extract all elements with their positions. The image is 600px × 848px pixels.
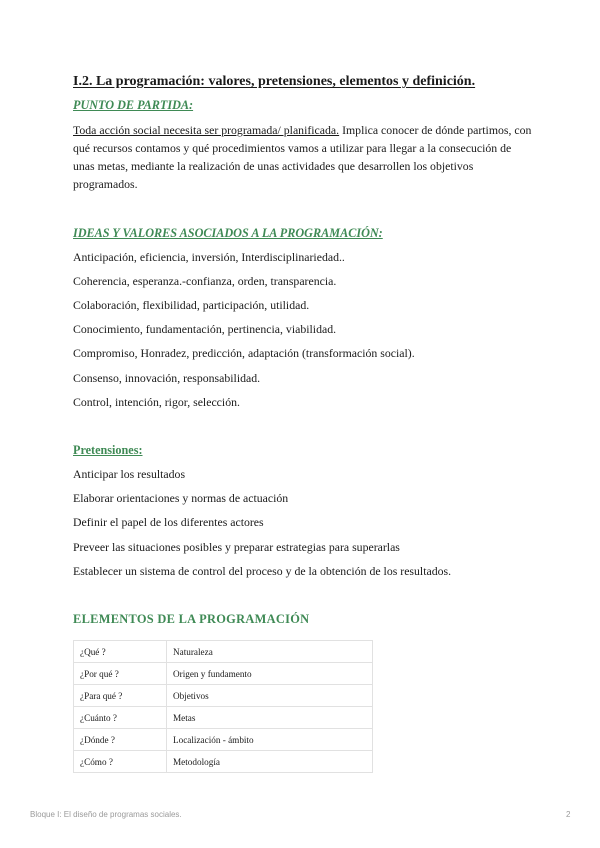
pretensiones-item: Establecer un sistema de control del proceso y de la obtención de los resultados. xyxy=(73,564,452,578)
ideas-item: Consenso, innovación, responsabilidad. xyxy=(73,371,261,385)
table-row xyxy=(74,641,373,663)
table-row xyxy=(74,729,373,751)
ideas-item: Colaboración, flexibilidad, participación, utilidad. xyxy=(73,298,310,312)
table-cell-answer: Naturaleza xyxy=(167,641,373,663)
table-row xyxy=(74,663,373,685)
ideas-item: Control, intención, rigor, selección. xyxy=(73,395,240,409)
ideas-item: Coherencia, esperanza.-confianza, orden, transparencia. xyxy=(73,274,337,288)
table-cell-question: ¿Para qué ? xyxy=(74,685,167,707)
table-cell-question: ¿Dónde ? xyxy=(74,729,167,751)
table-cell-answer: Metodología xyxy=(167,751,373,773)
section-title: I.2. La programación: valores, pretensiones, elementos y definición. xyxy=(73,74,476,89)
ideas-item: Anticipación, eficiencia, inversión, Interdisciplinariedad.. xyxy=(73,250,345,264)
table-row xyxy=(74,685,373,707)
table-row xyxy=(74,707,373,729)
ideas-heading: IDEAS Y VALORES ASOCIADOS A LA PROGRAMACIÓN: xyxy=(73,226,383,240)
table-row xyxy=(74,751,373,773)
punto-partida-heading: PUNTO DE PARTIDA: xyxy=(73,98,194,112)
pretensiones-heading: Pretensiones: xyxy=(73,443,143,457)
elementos-table xyxy=(73,640,373,773)
elementos-heading: ELEMENTOS DE LA PROGRAMACIÓN xyxy=(73,612,310,626)
table-cell-question: ¿Cómo ? xyxy=(74,751,167,773)
page-footer: Bloque I: El diseño de programas sociales. xyxy=(30,810,182,819)
table-cell-question: ¿Cuánto ? xyxy=(74,707,167,729)
table-cell-question: ¿Por qué ? xyxy=(74,663,167,685)
ideas-item: Conocimiento, fundamentación, pertinencia, viabilidad. xyxy=(73,322,337,336)
table-cell-question: ¿Qué ? xyxy=(74,641,167,663)
table-cell-answer: Localización - ámbito xyxy=(167,729,373,751)
pretensiones-item: Definir el papel de los diferentes actores xyxy=(73,515,264,529)
page-number: 2 xyxy=(566,810,571,819)
table-cell-answer: Origen y fundamento xyxy=(167,663,373,685)
pretensiones-item: Elaborar orientaciones y normas de actuación xyxy=(73,491,289,505)
punto-partida-paragraph xyxy=(73,121,535,193)
table-cell-answer: Metas xyxy=(167,707,373,729)
punto-partida-rest: Implica conocer de dónde partimos, con qué recursos contamos y qué procedimientos vamos a utilizar para llegar a la consecución de unas metas, mediante la realización de unas actividades que desarrollen los objetivos programados. xyxy=(73,123,532,191)
table-cell-answer: Objetivos xyxy=(167,685,373,707)
punto-partida-underlined: Toda acción social necesita ser programada/ planificada. xyxy=(73,123,340,137)
pretensiones-item: Anticipar los resultados xyxy=(73,467,186,481)
ideas-item: Compromiso, Honradez, predicción, adaptación (transformación social). xyxy=(73,346,415,360)
pretensiones-item: Preveer las situaciones posibles y preparar estrategias para superarlas xyxy=(73,540,400,554)
